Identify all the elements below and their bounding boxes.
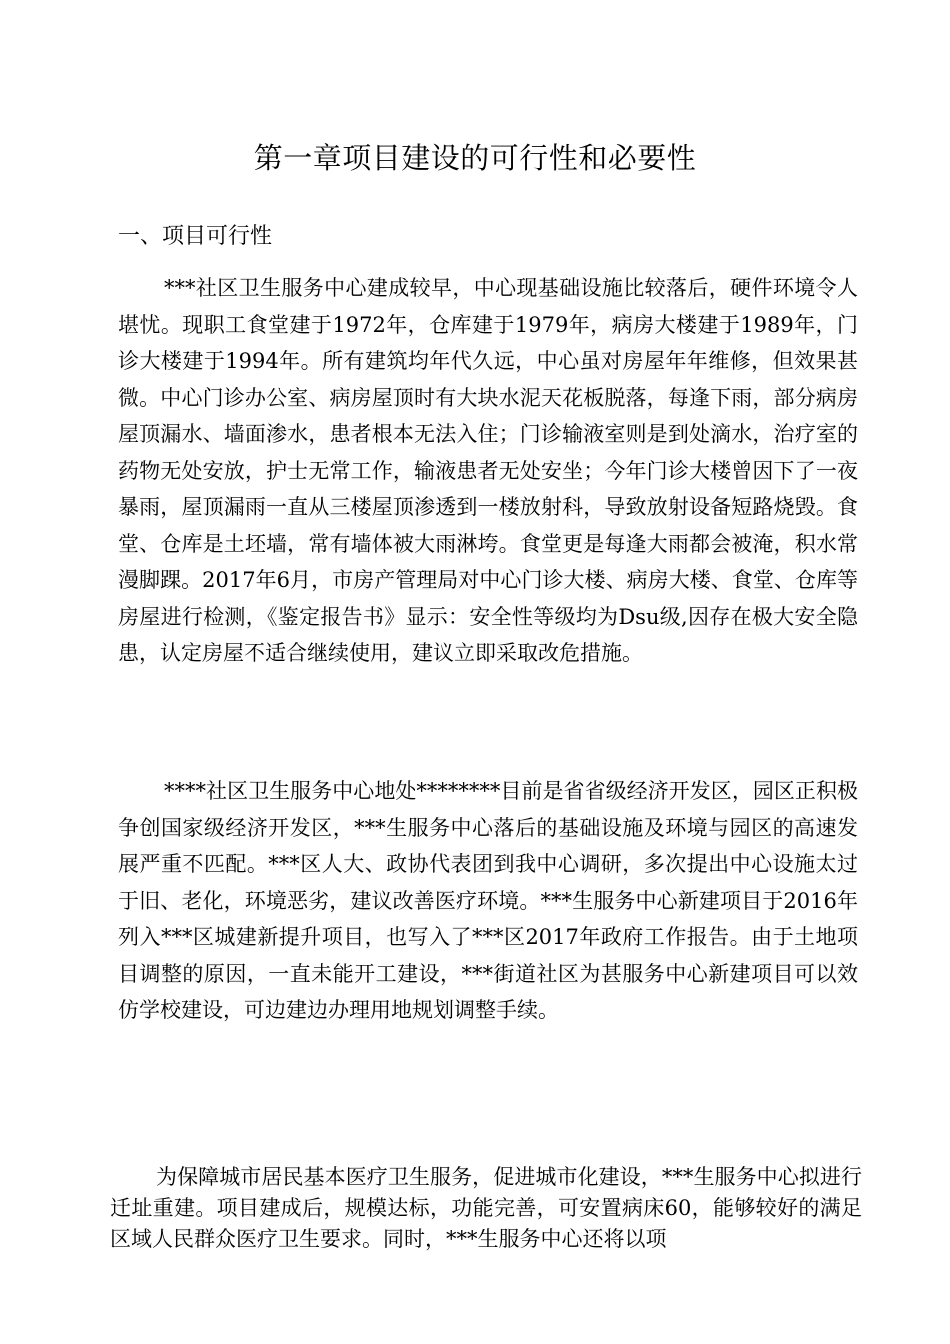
paragraph-3: 为保障城市居民基本医疗卫生服务，促进城市化建设，***生服务中心拟进行迁址重建。项目建成后，规模达标，功能完善，可安置病床60，能够较好的满足区域人民群众医疗卫生要求。同时，***生服务中心还将以项	[110, 1165, 862, 1251]
paragraph-1: ***社区卫生服务中心建成较早，中心现基础设施比较落后，硬件环境令人堪忧。现职工食堂建于1972年，仓库建于1979年，病房大楼建于1989年，门诊大楼建于1994年。所有建筑均年代久远，中心虽对房屋年年维修，但效果甚微。中心门诊办公室、病房屋顶时有大块水泥天花板脱落，每逢下雨，部分病房屋顶漏水、墙面渗水，患者根本无法入住；门诊输液室则是到处滴水，治疗室的药物无处安放，护士无常工作，输液患者无处安坐；今年门诊大楼曾因下了一夜暴雨，屋顶漏雨一直从三楼屋顶渗透到一楼放射科，导致放射设备短路烧毁。食堂、仓库是土坯墙，常有墙体被大雨淋垮。食堂更是每逢大雨都会被淹，积水常漫脚踝。2017年6月，市房产管理局对中心门诊大楼、病房大楼、食堂、仓库等房屋进行检测，《鉴定报告书》显示：安全性等级均为Dsu级,因存在极大安全隐患，认定房屋不适合继续使用，建议立即采取改危措施。	[118, 276, 858, 665]
section-heading: 一、项目可行性	[118, 224, 273, 249]
paragraph-2: ****社区卫生服务中心地处********目前是省省级经济开发区，园区正积极争创国家级经济开发区，***生服务中心落后的基础设施及环境与园区的高速发展严重不匹配。***区人大、政协代表团到我中心调研，多次提出中心设施太过于旧、老化，环境恶劣，建议改善医疗环境。***生服务中心新建项目于2016年列入***区城建新提升项目，也写入了***区2017年政府工作报告。由于土地项目调整的原因，一直未能开工建设，***街道社区为甚服务中心新建项目可以效仿学校建设，可边建边办理用地规划调整手续。	[118, 779, 858, 1022]
chapter-title: 第一章项目建设的可行性和必要性	[253, 141, 697, 175]
